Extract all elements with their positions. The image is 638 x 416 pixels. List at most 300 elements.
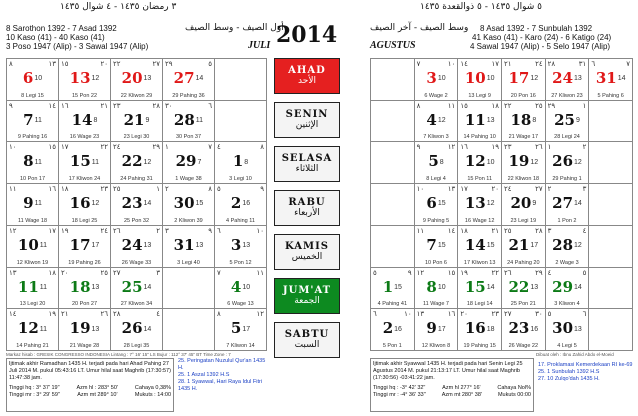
date-number-group — [215, 152, 266, 171]
date-superscript: 12 — [574, 242, 582, 250]
date-superscript: 15 — [195, 200, 204, 208]
date-number-group — [415, 194, 458, 213]
date-superscript: 11 — [34, 116, 42, 124]
date-superscript: 14 — [195, 75, 204, 83]
javanese-date: ١٣ — [447, 185, 456, 194]
javanese-date: ٢١ — [100, 101, 108, 110]
hijri-date: ٣ — [165, 226, 169, 235]
event-item: 27. 10 Zulqo'dah 1435 H. — [538, 376, 600, 382]
pasaran-label: 5 Pahing 6 — [597, 92, 624, 99]
date-number-group — [59, 69, 110, 88]
pasaran-label: 3 Kliwon 4 — [554, 301, 580, 308]
date-superscript: 13 — [91, 283, 100, 291]
date-number-group — [215, 319, 266, 338]
javanese-date: ٣١ — [578, 60, 587, 68]
gregorian-date: 10 — [464, 69, 486, 87]
gregorian-date: 4 — [426, 110, 437, 129]
weekday-arabic: السبت — [294, 340, 320, 350]
hijri-date: ١٩ — [460, 268, 468, 277]
hijri-date: ١٣ — [416, 310, 425, 319]
javanese-date: ١٥ — [447, 268, 456, 277]
right-month-name: AGUSTUS — [370, 40, 416, 51]
javanese-date: ٩ — [208, 226, 212, 235]
pasaran-label: 4 Legi 5 — [557, 343, 577, 349]
date-number-group — [163, 194, 214, 213]
javanese-date: ٩ — [407, 268, 412, 277]
gregorian-date: 29 — [552, 277, 574, 296]
javanese-date: ١١ — [256, 268, 264, 277]
date-number-group — [163, 111, 214, 130]
weekday-latin: SELASA — [281, 153, 333, 164]
gregorian-date: 29 — [175, 152, 197, 171]
date-superscript: 16 — [394, 325, 402, 333]
calendar-day-cell — [458, 59, 502, 101]
date-number-group — [163, 152, 214, 171]
gregorian-date: 7 — [426, 235, 437, 254]
calendar-day-cell — [589, 184, 633, 226]
javanese-date: ٢٤ — [535, 60, 543, 68]
date-superscript: 12 — [530, 158, 539, 166]
gregorian-date: 3 — [426, 69, 437, 87]
pasaran-label: 15 Pon 11 — [467, 176, 492, 183]
javanese-date: ٣ — [156, 268, 160, 277]
hijri-date: ١٥ — [61, 60, 69, 68]
calendar-day-cell — [111, 309, 163, 351]
javanese-date: ١٠ — [447, 60, 456, 68]
javanese-date: ٥ — [208, 60, 212, 68]
date-superscript: 9 — [145, 116, 150, 124]
date-number-group — [59, 111, 110, 130]
date-number-group — [163, 69, 214, 88]
calendar-day-cell — [589, 101, 633, 143]
date-superscript: 15 — [437, 200, 446, 208]
pasaran-label: 23 Legi 19 — [510, 217, 537, 224]
left-footer: Markaz hisab : GRESIK CONGRESSO INDONESIA Lintang : 7° 16' 15" LS Bujur : 112° 37' 45" BT Time Zone : 7 — [6, 352, 231, 357]
javanese-date: ٢٢ — [100, 143, 108, 152]
right-javanese-line2: 41 Kaso (41) - Karo (24) - 6 Katigo (24) — [472, 33, 612, 42]
date-superscript: 12 — [530, 75, 539, 83]
date-number-group — [546, 152, 589, 171]
calendar-day-cell — [163, 142, 215, 184]
hijri-date: ١٣ — [9, 268, 17, 277]
calendar-day-cell — [458, 101, 502, 143]
right-stats-row-2 — [373, 392, 531, 399]
hijri-date: ١١ — [416, 226, 425, 235]
calendar-day-cell — [7, 226, 59, 268]
gregorian-date: 16 — [464, 319, 486, 338]
date-superscript: 17 — [437, 325, 446, 333]
pasaran-label: 11 Wage 7 — [422, 301, 449, 308]
date-number-group — [59, 152, 110, 171]
calendar-day-cell — [458, 309, 502, 351]
hijri-date: ٢٥ — [113, 185, 121, 194]
pasaran-label: 5 Pon 1 — [382, 343, 402, 349]
date-number-group — [502, 278, 545, 297]
weekday-kamis — [274, 234, 340, 270]
javanese-date: ١٠ — [256, 226, 264, 235]
javanese-date: ٢١ — [491, 226, 499, 235]
event-item: 25. 1 Aszal 1392 H.S — [178, 372, 230, 378]
pasaran-label: 1 Wage 38 — [175, 176, 202, 183]
date-number-group — [546, 69, 589, 88]
gregorian-date: 24 — [121, 235, 143, 254]
pasaran-label: 2 Wage 3 — [555, 259, 579, 266]
date-number-group — [7, 319, 58, 338]
hijri-date: ١٨ — [460, 226, 468, 235]
pasaran-label: 12 Kliwon 19 — [16, 259, 49, 266]
right-stats-row-1 — [373, 385, 531, 392]
hijri-date: ١٧ — [460, 185, 468, 194]
date-superscript: 8 — [439, 158, 444, 166]
gregorian-date: 2 — [230, 194, 242, 213]
date-number-group — [502, 152, 545, 171]
date-superscript: 14 — [143, 283, 152, 291]
gregorian-date: 28 — [552, 235, 574, 254]
calendar-day-cell — [215, 309, 267, 351]
pasaran-label: 26 Wage 33 — [121, 259, 152, 266]
pasaran-label: 25 Pon 21 — [510, 301, 536, 308]
date-superscript: 8 — [93, 116, 98, 124]
calendar-day-cell — [458, 184, 502, 226]
gregorian-date: 11 — [464, 110, 486, 129]
date-superscript: 16 — [242, 200, 251, 208]
date-number-group — [111, 278, 162, 297]
date-superscript: 17 — [530, 242, 539, 250]
calendar-day-cell — [415, 226, 459, 268]
stat: Mukuts : 14:00 — [134, 392, 171, 398]
stat: Azm mt 280° 38' — [441, 392, 482, 398]
calendar-day-cell — [59, 142, 111, 184]
left-javanese-line1: 8 Sarothon 1392 - 7 Asad 1392 — [6, 24, 117, 33]
hijri-date: ٨ — [9, 60, 13, 68]
javanese-date: ٤ — [582, 226, 587, 235]
javanese-date: ١٤ — [48, 101, 56, 110]
right-javanese-line3: 4 Sawal 1947 (Alip) - 5 Selo 1947 (Alip) — [470, 42, 611, 51]
event-item: 25. 1 Sunbulah 1392 H.S — [538, 369, 600, 375]
august-calendar-grid — [370, 58, 633, 351]
hijri-date: ٢٦ — [504, 268, 512, 277]
pasaran-label: 30 Pon 37 — [175, 134, 202, 141]
pasaran-label: 17 Kliwon 13 — [463, 259, 496, 266]
calendar-day-cell — [371, 101, 415, 143]
date-number-group — [502, 111, 545, 130]
date-number-group — [546, 111, 589, 130]
gregorian-date: 10 — [17, 235, 39, 254]
calendar-day-cell — [546, 184, 590, 226]
calendar-day-cell — [371, 184, 415, 226]
calendar-day-cell — [415, 268, 459, 310]
date-number-group — [7, 194, 58, 213]
calendar-day-cell — [502, 101, 546, 143]
hijri-date: ١١ — [9, 185, 17, 194]
calendar-day-cell — [7, 59, 59, 101]
gregorian-date: 27 — [173, 69, 195, 87]
stat: Tinggi hq : -3° 42' 32" — [373, 385, 426, 391]
date-number-group — [502, 194, 545, 213]
gregorian-date: 2 — [382, 319, 394, 338]
calendar-day-cell — [111, 101, 163, 143]
hijri-date: ٥ — [373, 268, 377, 277]
date-number-group — [546, 319, 589, 338]
pasaran-label: 20 Pon 16 — [510, 92, 536, 99]
right-hijri-header: ٥ شوال ١٤٣٥ - ٥ ذوالقعدة ١٤٣٥ — [420, 2, 542, 12]
pasaran-label: 16 Wage 12 — [464, 217, 495, 224]
gregorian-date: 8 — [426, 277, 437, 296]
date-superscript: 11 — [34, 158, 42, 166]
stat: Azm hl 277° 16' — [442, 385, 481, 391]
gregorian-date: 22 — [121, 152, 143, 171]
hijri-date: ٢٩ — [547, 101, 556, 110]
date-superscript: 8 — [532, 116, 537, 124]
calendar-day-cell — [7, 309, 59, 351]
pasaran-label: 12 Kliwon 8 — [421, 343, 451, 349]
calendar-day-cell — [502, 142, 546, 184]
date-superscript: 18 — [486, 325, 495, 333]
date-superscript: 15 — [486, 242, 495, 250]
gregorian-date: 6 — [22, 69, 34, 87]
calendar-day-cell — [415, 101, 459, 143]
pasaran-label: 24 Pahing 31 — [120, 176, 153, 183]
javanese-date: ٢٥ — [100, 268, 108, 277]
date-number-group — [458, 69, 501, 88]
hijri-date: ٢ — [165, 185, 169, 194]
date-superscript: 12 — [437, 116, 446, 124]
right-footer: Dibuat oleh : Ibnu Zahid Abdo el-Moeid — [536, 352, 614, 357]
gregorian-date: 20 — [121, 69, 143, 87]
hijri-date: ١٥ — [460, 101, 468, 110]
javanese-date: ٨ — [260, 143, 264, 152]
hijri-date: ٢٣ — [113, 101, 121, 110]
gregorian-date: 23 — [121, 194, 143, 213]
javanese-date: ١٨ — [48, 268, 56, 277]
pasaran-label: 5 Pon 12 — [229, 259, 252, 266]
pasaran-label: 9 Pahing 5 — [422, 217, 450, 224]
javanese-date: ٢٠ — [100, 60, 108, 68]
hijri-date: ١٩ — [61, 226, 69, 235]
calendar-day-cell — [458, 226, 502, 268]
pasaran-label: 22 Kliwon 29 — [120, 92, 153, 99]
left-month-name: JULI — [248, 40, 271, 51]
date-number-group — [502, 319, 545, 338]
pasaran-label: 8 Legi 4 — [426, 176, 446, 183]
hijri-date: ٢٢ — [504, 101, 512, 110]
gregorian-date: 28 — [173, 110, 195, 129]
date-number-group — [458, 236, 501, 255]
gregorian-date: 14 — [71, 110, 93, 129]
date-number-group — [458, 194, 501, 213]
calendar-day-cell — [589, 226, 633, 268]
gregorian-date: 12 — [464, 152, 486, 171]
javanese-date: ١١ — [447, 101, 456, 110]
pasaran-label: 14 Pahing 21 — [16, 343, 49, 349]
javanese-date: ٧ — [208, 143, 212, 152]
calendar-day-cell — [163, 268, 215, 310]
date-superscript: 13 — [242, 242, 251, 250]
date-number-group — [458, 319, 501, 338]
javanese-date: ١٦ — [48, 185, 56, 194]
date-number-group — [371, 278, 414, 297]
year-title: 2014 — [276, 22, 338, 48]
javanese-date: ٢٤ — [100, 226, 108, 235]
date-number-group — [546, 236, 589, 255]
hijri-date: ٢٠ — [460, 310, 468, 319]
javanese-date: ٦ — [208, 101, 212, 110]
pasaran-label: 7 Kliwon 14 — [226, 343, 255, 349]
hijri-date: ١٦ — [61, 101, 69, 110]
weekday-column — [274, 58, 340, 366]
calendar-day-cell — [502, 226, 546, 268]
date-superscript: 8 — [244, 158, 249, 166]
weekday-arabic: الثلاثاء — [295, 164, 319, 174]
weekday-sabtu — [274, 322, 340, 358]
date-number-group — [7, 236, 58, 255]
pasaran-label: 19 Pahing 15 — [463, 343, 496, 349]
pasaran-label: 21 Wage 28 — [69, 343, 100, 349]
date-superscript: 13 — [91, 325, 100, 333]
date-superscript: 10 — [437, 283, 446, 291]
javanese-date: ٢٩ — [152, 143, 160, 152]
date-superscript: 9 — [532, 200, 537, 208]
date-superscript: 12 — [486, 200, 495, 208]
event-item: 17. Proklamasi Kemerdekaan RI ke-69 — [538, 362, 633, 368]
calendar-day-cell — [415, 59, 459, 101]
date-superscript: 15 — [437, 242, 446, 250]
gregorian-date: 22 — [508, 277, 530, 296]
hijri-date: ٢٥ — [504, 226, 512, 235]
date-number-group — [415, 69, 458, 88]
hijri-date: ١٢ — [9, 226, 17, 235]
pasaran-label: 29 Pahing 1 — [552, 176, 582, 183]
hijri-date: ٧ — [416, 60, 421, 68]
javanese-date: ٢٥ — [535, 101, 543, 110]
calendar-day-cell — [111, 142, 163, 184]
calendar-day-cell — [163, 184, 215, 226]
calendar-day-cell — [163, 101, 215, 143]
left-javanese-line2: 10 Kaso (41) - 40 Kaso (41) — [6, 33, 105, 42]
date-number-group — [215, 278, 266, 297]
date-number-group — [7, 69, 58, 88]
javanese-date: ١٧ — [491, 60, 499, 68]
gregorian-date: 9 — [23, 194, 34, 213]
calendar-day-cell — [415, 184, 459, 226]
calendar-day-cell — [371, 59, 415, 101]
right-season-arabic: وسط الصيف - آخر الصيف — [370, 23, 469, 33]
pasaran-label: 23 Legi 30 — [123, 134, 150, 141]
event-item: 25. Peringatan Nuzulul Qur'an 1435 H. — [178, 358, 266, 371]
date-number-group — [163, 236, 214, 255]
date-superscript: 13 — [143, 75, 152, 83]
javanese-date: ٧ — [626, 60, 630, 68]
stat: Mukuts 00:00 — [497, 392, 531, 398]
calendar-day-cell — [371, 142, 415, 184]
date-number-group — [415, 236, 458, 255]
date-number-group — [589, 69, 632, 88]
pasaran-label: 29 Pahing 36 — [172, 92, 205, 99]
hijri-date: ٢٣ — [504, 143, 512, 152]
calendar-day-cell — [215, 184, 267, 226]
calendar-day-cell — [7, 268, 59, 310]
date-superscript: 16 — [530, 325, 539, 333]
javanese-date: ١٢ — [256, 310, 264, 319]
weekday-latin: SENIN — [285, 109, 329, 120]
javanese-date: ٢٩ — [535, 268, 543, 277]
javanese-date: ١٥ — [48, 143, 56, 152]
hijri-date: ٨ — [217, 310, 221, 319]
hijri-date: ٢٧ — [113, 268, 121, 277]
hijri-date: ٢٦ — [113, 226, 121, 235]
weekday-arabic: الأحد — [298, 76, 316, 86]
date-superscript: 17 — [91, 242, 100, 250]
javanese-date: ٢٦ — [535, 143, 543, 152]
javanese-date: ١ — [156, 185, 160, 194]
date-superscript: 13 — [574, 325, 582, 333]
hijri-date: ٧ — [217, 268, 221, 277]
date-number-group — [458, 278, 501, 297]
javanese-date: ٢٠ — [491, 185, 499, 194]
hijri-date: ٢ — [547, 185, 552, 194]
calendar-day-cell — [215, 142, 267, 184]
gregorian-date: 18 — [69, 277, 91, 296]
hijri-date: ٩ — [9, 101, 13, 110]
javanese-date: ٥ — [582, 268, 587, 277]
calendar-day-cell — [59, 268, 111, 310]
date-superscript: 11 — [39, 242, 48, 250]
calendar-day-cell — [7, 142, 59, 184]
javanese-date: ٢٦ — [100, 310, 108, 319]
calendar-day-cell — [59, 226, 111, 268]
stat: Tinggi mr : 3° 29' 59" — [9, 392, 60, 398]
pasaran-label: 22 Kliwon 18 — [507, 176, 540, 183]
date-superscript: 13 — [574, 75, 582, 83]
hijri-date: ٦ — [217, 226, 221, 235]
date-number-group — [415, 278, 458, 297]
javanese-date: ٣ — [582, 185, 587, 194]
calendar-day-cell — [111, 268, 163, 310]
javanese-date: ١ — [582, 101, 587, 110]
date-superscript: 14 — [574, 200, 582, 208]
calendar-day-cell — [415, 309, 459, 351]
date-number-group — [546, 194, 589, 213]
gregorian-date: 6 — [426, 194, 437, 213]
weekday-ahad — [274, 58, 340, 94]
weekday-arabic: الأربعاء — [294, 208, 320, 218]
pasaran-label: 10 Pon 6 — [424, 259, 447, 266]
date-number-group — [215, 194, 266, 213]
calendar-day-cell — [163, 59, 215, 101]
left-season-arabic: أول الصيف - وسط الصيف — [185, 23, 284, 33]
date-number-group — [7, 278, 58, 297]
pasaran-label: 1 Pon 2 — [557, 217, 577, 224]
pasaran-label: 13 Legi 9 — [468, 92, 491, 99]
date-number-group — [415, 319, 458, 338]
hijri-date: ١ — [547, 143, 552, 152]
pasaran-label: 27 Kliwon 23 — [551, 92, 583, 99]
date-superscript: 10 — [34, 75, 43, 83]
javanese-date: ٢٢ — [491, 268, 499, 277]
pasaran-label: 2 Kliwon 39 — [174, 217, 203, 224]
calendar-day-cell — [589, 142, 633, 184]
javanese-date: ١٤ — [447, 226, 456, 235]
gregorian-date: 3 — [230, 235, 242, 254]
javanese-date: ٢٣ — [491, 310, 499, 319]
date-superscript: 15 — [394, 283, 402, 291]
date-superscript: 12 — [574, 158, 582, 166]
hijri-date: ٣ — [547, 226, 552, 235]
hijri-date: ٩ — [416, 143, 421, 152]
hijri-date: ٢١ — [61, 310, 69, 319]
pasaran-label: 14 Pahing 10 — [463, 134, 496, 141]
hijri-date: ٤ — [547, 268, 552, 277]
